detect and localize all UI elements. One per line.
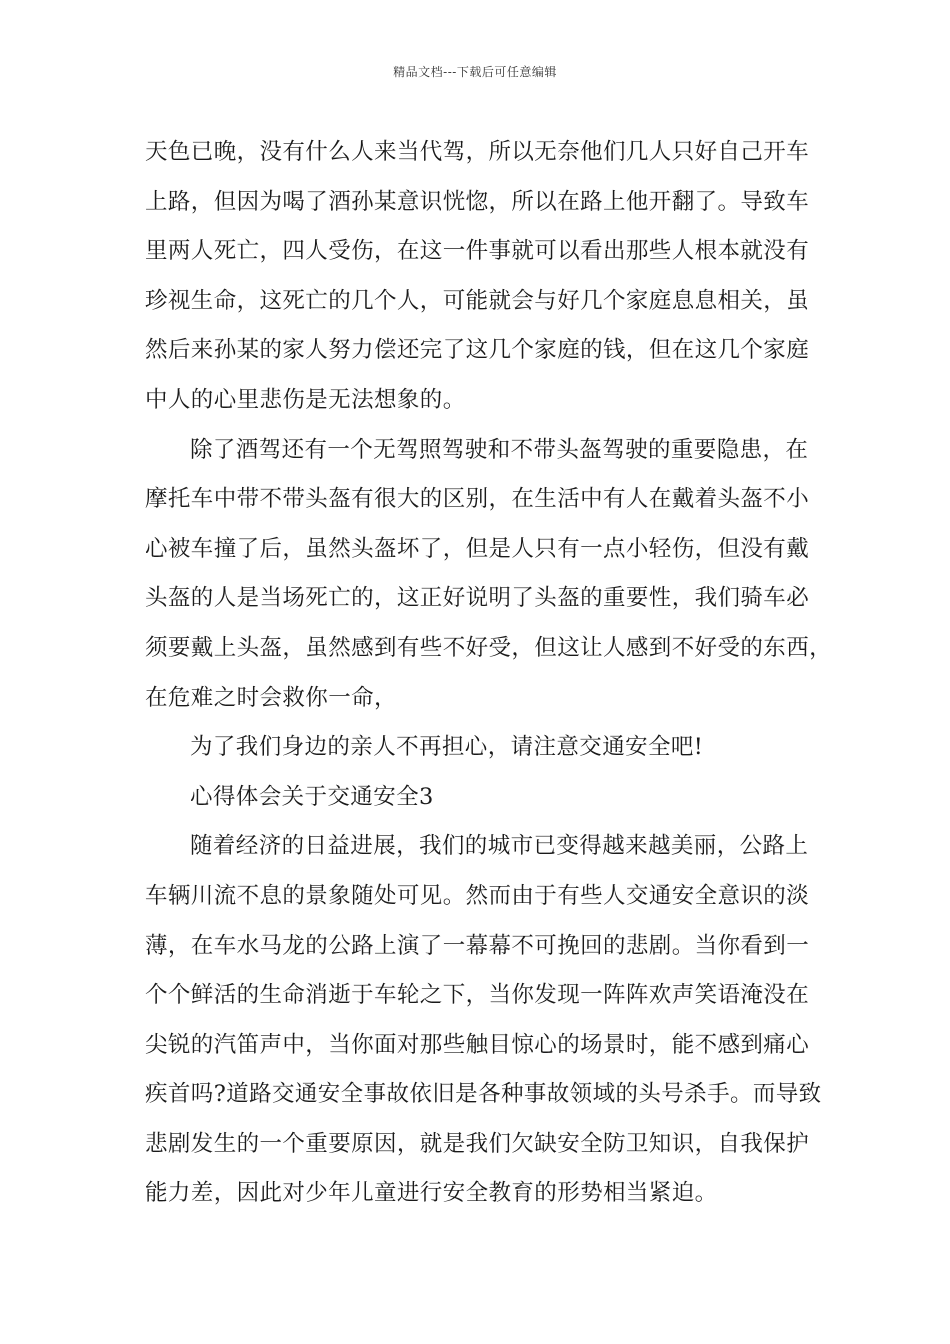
text-line: 头盔的人是当场死亡的，这正好说明了头盔的重要性，我们骑车必	[145, 585, 810, 612]
text-line: 车辆川流不息的景象随处可见。然而由于有些人交通安全意识的淡	[145, 882, 810, 909]
text-line: 须要戴上头盔，虽然感到有些不好受，但这让人感到不好受的东西，	[145, 634, 833, 661]
paragraph-start-line: 为了我们身边的亲人不再担心，请注意交通安全吧!	[190, 734, 704, 761]
text-line: 然后来孙某的家人努力偿还完了这几个家庭的钱，但在这几个家庭	[145, 337, 810, 364]
text-line: 薄，在车水马龙的公路上演了一幕幕不可挽回的悲剧。当你看到一	[145, 932, 810, 959]
text-line: 珍视生命，这死亡的几个人，可能就会与好几个家庭息息相关，虽	[145, 287, 810, 314]
text-line: 摩托车中带不带头盔有很大的区别，在生活中有人在戴着头盔不小	[145, 486, 810, 513]
section-heading: 心得体会关于交通安全3	[190, 783, 434, 810]
text-line: 在危难之时会救你一命，	[145, 684, 397, 711]
text-line: 上路，但因为喝了酒孙某意识恍惚，所以在路上他开翻了。导致车	[145, 188, 810, 215]
paragraph-start-line: 除了酒驾还有一个无驾照驾驶和不带头盔驾驶的重要隐患，在	[190, 436, 809, 463]
text-line: 心被车撞了后，虽然头盔坏了，但是人只有一点小轻伤，但没有戴	[145, 535, 810, 562]
text-line: 个个鲜活的生命消逝于车轮之下，当你发现一阵阵欢声笑语淹没在	[145, 982, 810, 1009]
text-line: 能力差，因此对少年儿童进行安全教育的形势相当紧迫。	[145, 1180, 718, 1207]
document-body	[145, 130, 833, 1221]
page-header: 精品文档---下载后可任意编辑	[393, 65, 557, 79]
text-line: 天色已晚，没有什么人来当代驾，所以无奈他们几人只好自己开车	[145, 139, 810, 165]
paragraph-start-line: 随着经济的日益进展，我们的城市已变得越来越美丽，公路上	[190, 833, 809, 860]
text-line: 中人的心里悲伤是无法想象的。	[145, 386, 466, 413]
text-line: 悲剧发生的一个重要原因，就是我们欠缺安全防卫知识，自我保护	[145, 1130, 810, 1157]
text-line: 尖锐的汽笛声中，当你面对那些触目惊心的场景时，能不感到痛心	[145, 1031, 810, 1058]
text-line: 里两人死亡，四人受伤，在这一件事就可以看出那些人根本就没有	[145, 238, 810, 265]
text-line: 疾首吗?道路交通安全事故依旧是各种事故领域的头号杀手。而导致	[145, 1081, 822, 1108]
